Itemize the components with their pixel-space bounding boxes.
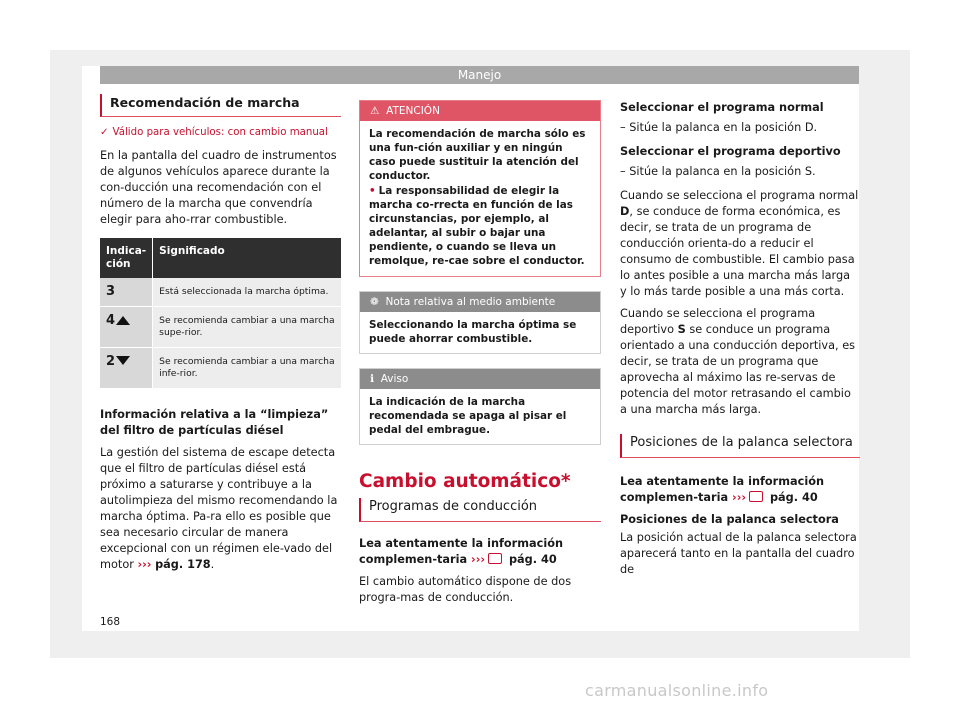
environment-note-title: Nota relativa al medio ambiente [385,296,556,308]
reference-arrow-icon: ››› [137,558,152,571]
warning-body [360,121,600,276]
filter-text: La gestión del sistema de escape detecta que el filtro de partículas diésel está próximo a saturarse y contribuye a la autolimpieza del mismo recomendando la marcha óptima. Pa-ra ello es posible que sea necesario circular de manera excepcional con un régimen ele-vado del motor [100,446,338,571]
warning-icon: ⚠ [370,105,380,117]
gear-number: 2 [106,354,116,369]
meaning-cell: Se recomienda cambiar a una marcha supe-rior. [153,307,341,348]
sport-program-description [620,306,860,418]
bullet-icon: • [369,185,376,197]
column-left [100,94,341,579]
table-row [100,307,341,348]
page-header [100,66,859,84]
subsection-title: Programas de conducción [359,498,601,522]
gear-indicator [100,278,153,307]
meaning-cell: Está seleccionada la marcha óptima. [153,278,341,307]
column-right [620,100,860,584]
normal-program-description [620,188,860,300]
info-icon: ℹ [370,373,374,385]
environment-note-box [359,291,601,354]
sport-program-step: – Sitúe la palanca en la posición S. [620,165,816,178]
gear-number: 4 [106,313,116,328]
filter-heading: Información relativa a la “limpieza” del filtro de partículas diésel [100,408,329,437]
position-key-s: S [677,323,686,336]
read-label: Lea atentamente la información complemen-taria [620,475,824,504]
body-paragraph: El cambio automático dispone de dos progra-mas de conducción. [359,575,572,604]
table-header-indication: Indica-ción [100,238,153,278]
section-title: Recomendación de marcha [100,94,341,117]
environment-note-text: Seleccionando la marcha óptima se puede ahorrar combustible. [369,319,577,345]
normal-program-heading: Seleccionar el programa normal [620,101,824,114]
gear-indicator [100,348,153,389]
subsection-title: Posiciones de la palanca selectora [620,434,860,458]
meaning-cell: Se recomienda cambiar a una marcha infe-rior. [153,348,341,389]
environment-note-header [360,292,600,312]
header-title: Manejo [457,68,502,82]
warning-text: La recomendación de marcha sólo es una fun-ción auxiliar y en ningún caso puede sustituir la atención del conductor. [369,128,586,182]
page-reference-link[interactable]: pág. 40 [508,553,557,566]
warning-header [360,101,600,121]
read-label: Lea atentamente la información complemen-taria [359,537,563,566]
reference-arrow-icon: ››› [471,553,486,566]
gear-number: 3 [106,284,116,299]
gear-indication-table [100,238,341,389]
watermark: carmanualsonline.info [585,681,769,700]
table-row [100,278,341,307]
book-icon [749,491,763,502]
intro-paragraph: En la pantalla del cuadro de instrumentos de algunos vehículos aparece durante la con-ducción una recomendación con el número de la marcha que convendría elegir para aho-rrar combustible. [100,149,337,226]
checkmark-icon: ✓ [100,127,109,138]
arrow-up-icon [116,316,130,325]
normal-desc-text: Cuando se selecciona el programa normal [620,189,859,202]
read-reference [620,474,860,506]
warning-box [359,100,601,277]
notice-title: Aviso [380,373,409,385]
position-key-d: D [620,205,630,218]
warning-bullet-text: La responsabilidad de elegir la marcha co-rrecta en función de las circunstancias, por ejemplo, al adelantar, al subir o bajar una pendiente, o cuando se lleva un remolque, re-cae sobre el conductor. [369,185,585,267]
notice-text: La indicación de la marcha recomendada se apaga al pisar el pedal del embrague. [369,396,567,436]
validity-note [100,127,341,138]
positions-text: La posición actual de la palanca selectora aparecerá tanto en la pantalla del cuadro de [620,531,857,576]
sport-program-heading: Seleccionar el programa deportivo [620,145,841,158]
filter-paragraph [100,445,341,573]
chapter-title: Cambio automático* [359,471,571,492]
column-middle [359,100,601,612]
table-header-meaning: Significado [153,238,341,278]
sport-desc-text-rest: se conduce un programa orientado a una conducción deportiva, es decir, se trata de un programa que aprovecha al máximo las re-servas de potencia del motor retrasando el cambio a una marcha más larga. [620,323,856,416]
read-reference [359,536,601,568]
page-reference-link[interactable]: pág. 40 [769,491,818,504]
notice-box [359,368,601,445]
notice-header [360,369,600,389]
gear-indicator [100,307,153,348]
warning-bullet [369,184,591,268]
book-icon [488,553,502,564]
page-number: 168 [100,616,121,628]
page-reference-link[interactable]: pág. 178 [155,558,211,571]
sport-desc-text: Cuando se selecciona el programa deportivo [620,307,816,336]
table-row [100,348,341,389]
normal-desc-text-rest: , se conduce de forma económica, es decir, se trata de un programa de conducción orienta-do a reducir el consumo de combustible. El cambio pasa lo antes posible a una marcha más larga y lo más tarde posible a una más corta. [620,205,855,298]
leaf-icon: ❁ [370,296,379,308]
validity-text: Válido para vehículos: con cambio manual [112,127,328,138]
filter-end: . [210,558,215,571]
reference-arrow-icon: ››› [732,491,747,504]
warning-title: ATENCIÓN [386,105,440,117]
positions-heading: Posiciones de la palanca selectora [620,513,839,526]
normal-program-step: – Sitúe la palanca en la posición D. [620,121,818,134]
arrow-down-icon [116,356,130,365]
